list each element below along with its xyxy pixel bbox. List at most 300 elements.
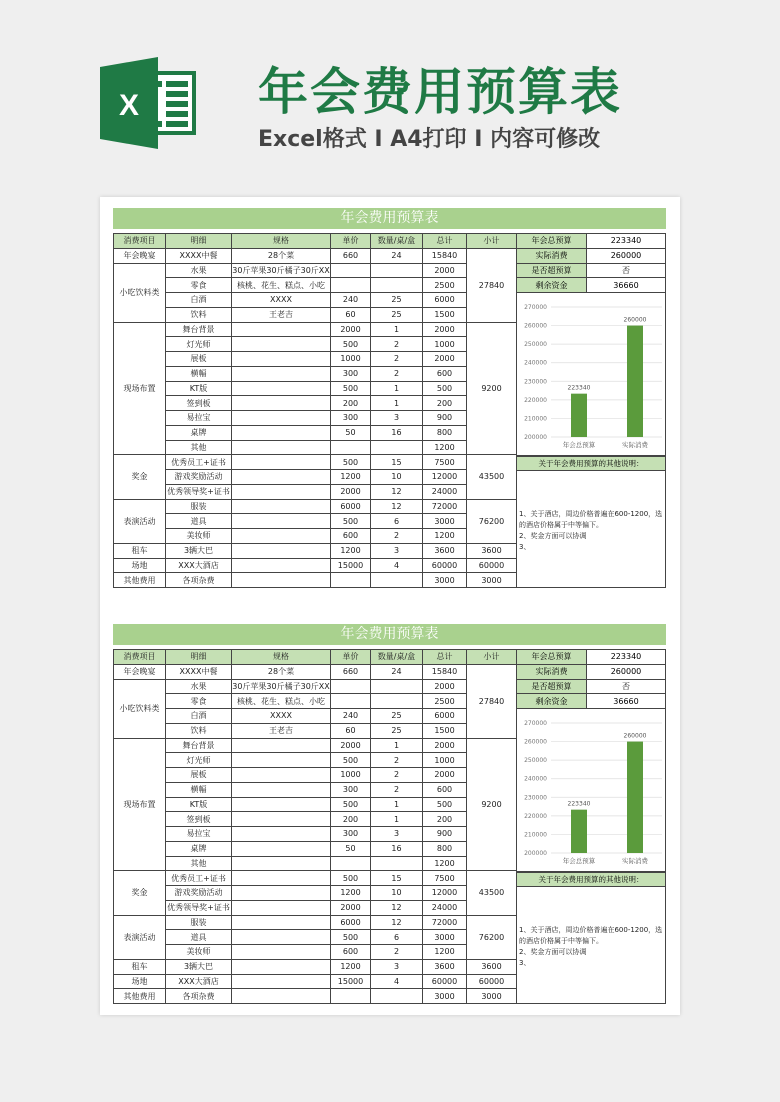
table-row bbox=[114, 974, 517, 989]
detail-cell[interactable]: XXX大酒店 bbox=[166, 974, 232, 989]
column-header[interactable]: 总计 bbox=[423, 234, 467, 249]
column-header[interactable]: 明细 bbox=[166, 234, 232, 249]
qty-cell[interactable]: 16 bbox=[371, 425, 423, 440]
total-cell[interactable]: 60000 bbox=[423, 558, 467, 573]
total-cell[interactable]: 900 bbox=[423, 411, 467, 426]
summary-value[interactable]: 否 bbox=[587, 263, 666, 278]
detail-cell[interactable]: 舞台背景 bbox=[166, 738, 232, 753]
qty-cell[interactable]: 25 bbox=[371, 293, 423, 308]
total-cell[interactable]: 900 bbox=[423, 827, 467, 842]
spec-cell[interactable] bbox=[232, 514, 331, 529]
table-row bbox=[114, 440, 517, 455]
detail-cell[interactable]: 舞台背景 bbox=[166, 322, 232, 337]
qty-cell[interactable]: 3 bbox=[371, 411, 423, 426]
price-cell[interactable]: 6000 bbox=[331, 499, 371, 514]
category-cell[interactable]: 现场布置 bbox=[114, 322, 166, 455]
qty-cell[interactable]: 1 bbox=[371, 797, 423, 812]
total-cell[interactable]: 800 bbox=[423, 841, 467, 856]
spec-cell[interactable]: 28个菜 bbox=[232, 664, 331, 679]
detail-cell[interactable]: 3辆大巴 bbox=[166, 959, 232, 974]
total-cell[interactable]: 3600 bbox=[423, 543, 467, 558]
qty-cell[interactable]: 2 bbox=[371, 337, 423, 352]
spec-cell[interactable] bbox=[232, 573, 331, 588]
qty-cell[interactable]: 10 bbox=[371, 470, 423, 485]
qty-cell[interactable]: 3 bbox=[371, 827, 423, 842]
qty-cell[interactable] bbox=[371, 989, 423, 1004]
detail-cell[interactable]: 水果 bbox=[166, 679, 232, 694]
category-cell[interactable]: 年会晚宴 bbox=[114, 664, 166, 679]
qty-cell[interactable]: 12 bbox=[371, 900, 423, 915]
spec-cell[interactable]: 28个菜 bbox=[232, 248, 331, 263]
total-cell[interactable]: 200 bbox=[423, 812, 467, 827]
summary-value[interactable]: 否 bbox=[587, 679, 666, 694]
price-cell[interactable]: 500 bbox=[331, 930, 371, 945]
price-cell[interactable] bbox=[331, 440, 371, 455]
column-header[interactable]: 单价 bbox=[331, 234, 371, 249]
price-cell[interactable]: 15000 bbox=[331, 974, 371, 989]
summary-value[interactable]: 260000 bbox=[587, 248, 666, 263]
total-cell[interactable]: 12000 bbox=[423, 886, 467, 901]
price-cell[interactable] bbox=[331, 694, 371, 709]
qty-cell[interactable]: 6 bbox=[371, 930, 423, 945]
subtotal-cell[interactable]: 43500 bbox=[467, 455, 517, 499]
summary-value[interactable]: 223340 bbox=[587, 234, 666, 249]
qty-cell[interactable]: 2 bbox=[371, 768, 423, 783]
total-cell[interactable]: 1200 bbox=[423, 440, 467, 455]
spec-cell[interactable] bbox=[232, 753, 331, 768]
price-cell[interactable]: 300 bbox=[331, 366, 371, 381]
spec-cell[interactable] bbox=[232, 529, 331, 544]
qty-cell[interactable] bbox=[371, 694, 423, 709]
total-cell[interactable]: 2000 bbox=[423, 322, 467, 337]
spec-cell[interactable]: 30斤苹果30斤橘子30斤XX bbox=[232, 679, 331, 694]
category-cell[interactable]: 表演活动 bbox=[114, 499, 166, 543]
total-cell[interactable]: 7500 bbox=[423, 871, 467, 886]
spec-cell[interactable] bbox=[232, 856, 331, 871]
subtotal-cell[interactable]: 3600 bbox=[467, 543, 517, 558]
price-cell[interactable]: 2000 bbox=[331, 738, 371, 753]
detail-cell[interactable]: 优秀员工+证书 bbox=[166, 871, 232, 886]
price-cell[interactable]: 1200 bbox=[331, 886, 371, 901]
spec-cell[interactable] bbox=[232, 930, 331, 945]
price-cell[interactable]: 50 bbox=[331, 425, 371, 440]
category-cell[interactable]: 其他费用 bbox=[114, 573, 166, 588]
price-cell[interactable]: 500 bbox=[331, 753, 371, 768]
column-header[interactable]: 小计 bbox=[467, 234, 517, 249]
price-cell[interactable]: 500 bbox=[331, 455, 371, 470]
spec-cell[interactable] bbox=[232, 499, 331, 514]
qty-cell[interactable]: 3 bbox=[371, 959, 423, 974]
spec-cell[interactable] bbox=[232, 322, 331, 337]
price-cell[interactable] bbox=[331, 278, 371, 293]
qty-cell[interactable]: 16 bbox=[371, 841, 423, 856]
summary-row bbox=[517, 650, 666, 665]
price-cell[interactable]: 1000 bbox=[331, 768, 371, 783]
notes-body[interactable] bbox=[516, 887, 666, 1004]
spec-cell[interactable]: 王老吉 bbox=[232, 723, 331, 738]
subtotal-cell[interactable]: 3000 bbox=[467, 573, 517, 588]
page-subtitle: Excel格式 I A4打印 I 内容可修改 bbox=[258, 127, 601, 152]
column-header[interactable]: 单价 bbox=[331, 650, 371, 665]
qty-cell[interactable]: 2 bbox=[371, 945, 423, 960]
subtotal-cell[interactable]: 76200 bbox=[467, 915, 517, 959]
price-cell[interactable]: 600 bbox=[331, 529, 371, 544]
price-cell[interactable]: 1200 bbox=[331, 543, 371, 558]
spec-cell[interactable] bbox=[232, 440, 331, 455]
detail-cell[interactable]: 零食 bbox=[166, 694, 232, 709]
category-cell[interactable]: 现场布置 bbox=[114, 738, 166, 871]
qty-cell[interactable]: 3 bbox=[371, 543, 423, 558]
spec-cell[interactable] bbox=[232, 768, 331, 783]
total-cell[interactable]: 1000 bbox=[423, 753, 467, 768]
spec-cell[interactable] bbox=[232, 425, 331, 440]
spec-cell[interactable]: 30斤苹果30斤橘子30斤XX bbox=[232, 263, 331, 278]
subtotal-cell[interactable]: 60000 bbox=[467, 974, 517, 989]
total-cell[interactable]: 500 bbox=[423, 797, 467, 812]
spec-cell[interactable] bbox=[232, 797, 331, 812]
spec-cell[interactable] bbox=[232, 871, 331, 886]
detail-cell[interactable]: 灯光师 bbox=[166, 753, 232, 768]
column-header[interactable]: 规格 bbox=[232, 650, 331, 665]
total-cell[interactable]: 1000 bbox=[423, 337, 467, 352]
total-cell[interactable]: 600 bbox=[423, 366, 467, 381]
detail-cell[interactable]: 饮料 bbox=[166, 723, 232, 738]
total-cell[interactable]: 24000 bbox=[423, 484, 467, 499]
total-cell[interactable]: 12000 bbox=[423, 470, 467, 485]
qty-cell[interactable]: 1 bbox=[371, 381, 423, 396]
spec-cell[interactable]: 王老吉 bbox=[232, 307, 331, 322]
qty-cell[interactable]: 1 bbox=[371, 396, 423, 411]
detail-cell[interactable]: KT版 bbox=[166, 797, 232, 812]
subtotal-cell[interactable]: 3000 bbox=[467, 989, 517, 1004]
price-cell[interactable]: 2000 bbox=[331, 900, 371, 915]
price-cell[interactable] bbox=[331, 679, 371, 694]
qty-cell[interactable] bbox=[371, 856, 423, 871]
category-cell[interactable]: 年会晚宴 bbox=[114, 248, 166, 263]
detail-cell[interactable]: 游戏奖励活动 bbox=[166, 886, 232, 901]
summary-value[interactable]: 36660 bbox=[587, 694, 666, 709]
detail-cell[interactable]: 展板 bbox=[166, 352, 232, 367]
spec-cell[interactable] bbox=[232, 381, 331, 396]
detail-cell[interactable]: 白酒 bbox=[166, 293, 232, 308]
y-tick-label: 200000 bbox=[524, 850, 547, 857]
total-cell[interactable]: 7500 bbox=[423, 455, 467, 470]
total-cell[interactable]: 2000 bbox=[423, 768, 467, 783]
total-cell[interactable]: 15840 bbox=[423, 248, 467, 263]
category-cell[interactable]: 小吃饮料类 bbox=[114, 679, 166, 738]
total-cell[interactable]: 2500 bbox=[423, 694, 467, 709]
qty-cell[interactable]: 12 bbox=[371, 499, 423, 514]
price-cell[interactable]: 15000 bbox=[331, 558, 371, 573]
qty-cell[interactable]: 1 bbox=[371, 322, 423, 337]
detail-cell[interactable]: XXXX中餐 bbox=[166, 248, 232, 263]
detail-cell[interactable]: 游戏奖励活动 bbox=[166, 470, 232, 485]
detail-cell[interactable]: 桌牌 bbox=[166, 425, 232, 440]
spec-cell[interactable]: 核桃、花生、糕点、小吃 bbox=[232, 694, 331, 709]
price-cell[interactable]: 660 bbox=[331, 664, 371, 679]
qty-cell[interactable]: 1 bbox=[371, 738, 423, 753]
detail-cell[interactable]: 展板 bbox=[166, 768, 232, 783]
category-cell[interactable]: 场地 bbox=[114, 974, 166, 989]
detail-cell[interactable]: 服装 bbox=[166, 915, 232, 930]
category-cell[interactable]: 租车 bbox=[114, 959, 166, 974]
total-cell[interactable]: 2000 bbox=[423, 738, 467, 753]
spec-cell[interactable] bbox=[232, 959, 331, 974]
spec-cell[interactable] bbox=[232, 484, 331, 499]
detail-cell[interactable]: 签到板 bbox=[166, 812, 232, 827]
subtotal-cell[interactable]: 3600 bbox=[467, 959, 517, 974]
detail-cell[interactable]: 优秀员工+证书 bbox=[166, 455, 232, 470]
spec-cell[interactable]: XXXX bbox=[232, 709, 331, 724]
total-cell[interactable]: 15840 bbox=[423, 664, 467, 679]
spec-cell[interactable] bbox=[232, 812, 331, 827]
total-cell[interactable]: 1500 bbox=[423, 307, 467, 322]
price-cell[interactable]: 50 bbox=[331, 841, 371, 856]
price-cell[interactable]: 60 bbox=[331, 723, 371, 738]
spec-cell[interactable]: 核桃、花生、糕点、小吃 bbox=[232, 278, 331, 293]
detail-cell[interactable]: 横幅 bbox=[166, 782, 232, 797]
detail-cell[interactable]: 美妆师 bbox=[166, 529, 232, 544]
price-cell[interactable]: 1000 bbox=[331, 352, 371, 367]
detail-cell[interactable]: 零食 bbox=[166, 278, 232, 293]
total-cell[interactable]: 72000 bbox=[423, 499, 467, 514]
price-cell[interactable]: 200 bbox=[331, 396, 371, 411]
spec-cell[interactable] bbox=[232, 543, 331, 558]
detail-cell[interactable]: 服装 bbox=[166, 499, 232, 514]
qty-cell[interactable]: 6 bbox=[371, 514, 423, 529]
total-cell[interactable]: 600 bbox=[423, 782, 467, 797]
price-cell[interactable]: 500 bbox=[331, 514, 371, 529]
spec-cell[interactable] bbox=[232, 470, 331, 485]
subtotal-cell[interactable]: 43500 bbox=[467, 871, 517, 915]
price-cell[interactable]: 500 bbox=[331, 381, 371, 396]
y-tick-label: 230000 bbox=[524, 378, 547, 386]
detail-cell[interactable]: 饮料 bbox=[166, 307, 232, 322]
price-cell[interactable]: 60 bbox=[331, 307, 371, 322]
category-cell[interactable]: 奖金 bbox=[114, 455, 166, 499]
subtotal-cell[interactable]: 76200 bbox=[467, 499, 517, 543]
bar bbox=[627, 742, 643, 853]
total-cell[interactable]: 3600 bbox=[423, 959, 467, 974]
total-cell[interactable]: 1200 bbox=[423, 945, 467, 960]
total-cell[interactable]: 24000 bbox=[423, 900, 467, 915]
detail-cell[interactable]: 其他 bbox=[166, 440, 232, 455]
subtotal-cell[interactable]: 60000 bbox=[467, 558, 517, 573]
subtotal-cell[interactable]: 9200 bbox=[467, 322, 517, 455]
qty-cell[interactable] bbox=[371, 573, 423, 588]
detail-cell[interactable]: 各项杂费 bbox=[166, 989, 232, 1004]
total-cell[interactable]: 800 bbox=[423, 425, 467, 440]
spec-cell[interactable] bbox=[232, 989, 331, 1004]
detail-cell[interactable]: 易拉宝 bbox=[166, 411, 232, 426]
price-cell[interactable]: 500 bbox=[331, 797, 371, 812]
column-header[interactable]: 消费项目 bbox=[114, 650, 166, 665]
total-cell[interactable]: 6000 bbox=[423, 709, 467, 724]
price-cell[interactable] bbox=[331, 573, 371, 588]
price-cell[interactable]: 600 bbox=[331, 945, 371, 960]
column-header[interactable]: 总计 bbox=[423, 650, 467, 665]
column-header[interactable]: 数量/桌/盒 bbox=[371, 650, 423, 665]
category-cell[interactable]: 其他费用 bbox=[114, 989, 166, 1004]
detail-cell[interactable]: 美妆师 bbox=[166, 945, 232, 960]
total-cell[interactable]: 2000 bbox=[423, 679, 467, 694]
spec-cell[interactable] bbox=[232, 366, 331, 381]
spec-cell[interactable]: XXXX bbox=[232, 293, 331, 308]
price-cell[interactable]: 500 bbox=[331, 337, 371, 352]
qty-cell[interactable]: 2 bbox=[371, 352, 423, 367]
detail-cell[interactable]: 道具 bbox=[166, 514, 232, 529]
spec-cell[interactable] bbox=[232, 974, 331, 989]
spec-cell[interactable] bbox=[232, 455, 331, 470]
qty-cell[interactable]: 12 bbox=[371, 484, 423, 499]
price-cell[interactable]: 2000 bbox=[331, 322, 371, 337]
subtotal-cell[interactable]: 27840 bbox=[467, 664, 517, 738]
price-cell[interactable]: 300 bbox=[331, 411, 371, 426]
total-cell[interactable]: 2500 bbox=[423, 278, 467, 293]
detail-cell[interactable]: 桌牌 bbox=[166, 841, 232, 856]
qty-cell[interactable]: 4 bbox=[371, 974, 423, 989]
price-cell[interactable] bbox=[331, 856, 371, 871]
subtotal-cell[interactable]: 27840 bbox=[467, 248, 517, 322]
summary-value[interactable]: 260000 bbox=[587, 664, 666, 679]
qty-cell[interactable]: 15 bbox=[371, 871, 423, 886]
header-row bbox=[114, 650, 517, 665]
total-cell[interactable]: 2000 bbox=[423, 352, 467, 367]
column-header[interactable]: 消费项目 bbox=[114, 234, 166, 249]
qty-cell[interactable]: 1 bbox=[371, 812, 423, 827]
column-header[interactable]: 小计 bbox=[467, 650, 517, 665]
total-cell[interactable]: 3000 bbox=[423, 930, 467, 945]
bar bbox=[571, 394, 587, 437]
total-cell[interactable]: 3000 bbox=[423, 514, 467, 529]
summary-row bbox=[517, 278, 666, 293]
qty-cell[interactable]: 25 bbox=[371, 709, 423, 724]
qty-cell[interactable]: 12 bbox=[371, 915, 423, 930]
price-cell[interactable] bbox=[331, 263, 371, 278]
column-header[interactable]: 明细 bbox=[166, 650, 232, 665]
total-cell[interactable]: 1200 bbox=[423, 856, 467, 871]
detail-cell[interactable]: 其他 bbox=[166, 856, 232, 871]
price-cell[interactable]: 240 bbox=[331, 709, 371, 724]
price-cell[interactable]: 660 bbox=[331, 248, 371, 263]
spec-cell[interactable] bbox=[232, 352, 331, 367]
spec-cell[interactable] bbox=[232, 396, 331, 411]
note-line: 3、 bbox=[519, 959, 531, 967]
spec-cell[interactable] bbox=[232, 886, 331, 901]
qty-cell[interactable]: 4 bbox=[371, 558, 423, 573]
total-cell[interactable]: 500 bbox=[423, 381, 467, 396]
total-cell[interactable]: 1500 bbox=[423, 723, 467, 738]
price-cell[interactable]: 240 bbox=[331, 293, 371, 308]
qty-cell[interactable]: 2 bbox=[371, 753, 423, 768]
qty-cell[interactable]: 15 bbox=[371, 455, 423, 470]
total-cell[interactable]: 200 bbox=[423, 396, 467, 411]
price-cell[interactable]: 1200 bbox=[331, 959, 371, 974]
price-cell[interactable]: 200 bbox=[331, 812, 371, 827]
qty-cell[interactable]: 25 bbox=[371, 307, 423, 322]
detail-cell[interactable]: 易拉宝 bbox=[166, 827, 232, 842]
summary-value[interactable]: 223340 bbox=[587, 650, 666, 665]
detail-cell[interactable]: 横幅 bbox=[166, 366, 232, 381]
spec-cell[interactable] bbox=[232, 915, 331, 930]
spec-cell[interactable] bbox=[232, 900, 331, 915]
total-cell[interactable]: 3000 bbox=[423, 573, 467, 588]
y-tick-label: 230000 bbox=[524, 794, 547, 802]
qty-cell[interactable] bbox=[371, 263, 423, 278]
price-cell[interactable]: 2000 bbox=[331, 484, 371, 499]
qty-cell[interactable] bbox=[371, 679, 423, 694]
table-row bbox=[114, 694, 517, 709]
summary-value[interactable]: 36660 bbox=[587, 278, 666, 293]
spec-cell[interactable] bbox=[232, 738, 331, 753]
category-cell[interactable]: 小吃饮料类 bbox=[114, 263, 166, 322]
total-cell[interactable]: 72000 bbox=[423, 915, 467, 930]
price-cell[interactable]: 300 bbox=[331, 782, 371, 797]
qty-cell[interactable]: 2 bbox=[371, 782, 423, 797]
detail-cell[interactable]: 优秀领导奖+证书 bbox=[166, 900, 232, 915]
detail-cell[interactable]: XXX大酒店 bbox=[166, 558, 232, 573]
spec-cell[interactable] bbox=[232, 841, 331, 856]
detail-cell[interactable]: 各项杂费 bbox=[166, 573, 232, 588]
spec-cell[interactable] bbox=[232, 337, 331, 352]
price-cell[interactable]: 500 bbox=[331, 871, 371, 886]
qty-cell[interactable] bbox=[371, 440, 423, 455]
y-tick-label: 210000 bbox=[524, 831, 547, 839]
qty-cell[interactable]: 24 bbox=[371, 664, 423, 679]
category-cell[interactable]: 场地 bbox=[114, 558, 166, 573]
detail-cell[interactable]: XXXX中餐 bbox=[166, 664, 232, 679]
qty-cell[interactable]: 24 bbox=[371, 248, 423, 263]
category-cell[interactable]: 奖金 bbox=[114, 871, 166, 915]
chart-area bbox=[516, 293, 666, 456]
spec-cell[interactable] bbox=[232, 411, 331, 426]
y-tick-label: 200000 bbox=[524, 434, 547, 441]
detail-cell[interactable]: 道具 bbox=[166, 930, 232, 945]
price-cell[interactable]: 6000 bbox=[331, 915, 371, 930]
total-cell[interactable]: 1200 bbox=[423, 529, 467, 544]
total-cell[interactable]: 2000 bbox=[423, 263, 467, 278]
total-cell[interactable]: 6000 bbox=[423, 293, 467, 308]
detail-cell[interactable]: 签到板 bbox=[166, 396, 232, 411]
category-cell[interactable]: 表演活动 bbox=[114, 915, 166, 959]
detail-cell[interactable]: 优秀领导奖+证书 bbox=[166, 484, 232, 499]
detail-cell[interactable]: 白酒 bbox=[166, 709, 232, 724]
qty-cell[interactable] bbox=[371, 278, 423, 293]
spec-cell[interactable] bbox=[232, 782, 331, 797]
detail-cell[interactable]: 水果 bbox=[166, 263, 232, 278]
total-cell[interactable]: 3000 bbox=[423, 989, 467, 1004]
spec-cell[interactable] bbox=[232, 945, 331, 960]
spec-cell[interactable] bbox=[232, 827, 331, 842]
detail-cell[interactable]: KT版 bbox=[166, 381, 232, 396]
price-cell[interactable] bbox=[331, 989, 371, 1004]
subtotal-cell[interactable]: 9200 bbox=[467, 738, 517, 871]
category-cell[interactable]: 租车 bbox=[114, 543, 166, 558]
detail-cell[interactable]: 灯光师 bbox=[166, 337, 232, 352]
qty-cell[interactable]: 2 bbox=[371, 366, 423, 381]
qty-cell[interactable]: 25 bbox=[371, 723, 423, 738]
column-header[interactable]: 规格 bbox=[232, 234, 331, 249]
qty-cell[interactable]: 2 bbox=[371, 529, 423, 544]
detail-cell[interactable]: 3辆大巴 bbox=[166, 543, 232, 558]
qty-cell[interactable]: 10 bbox=[371, 886, 423, 901]
column-header[interactable]: 数量/桌/盒 bbox=[371, 234, 423, 249]
price-cell[interactable]: 1200 bbox=[331, 470, 371, 485]
price-cell[interactable]: 300 bbox=[331, 827, 371, 842]
total-cell[interactable]: 60000 bbox=[423, 974, 467, 989]
notes-body[interactable] bbox=[516, 471, 666, 588]
spec-cell[interactable] bbox=[232, 558, 331, 573]
